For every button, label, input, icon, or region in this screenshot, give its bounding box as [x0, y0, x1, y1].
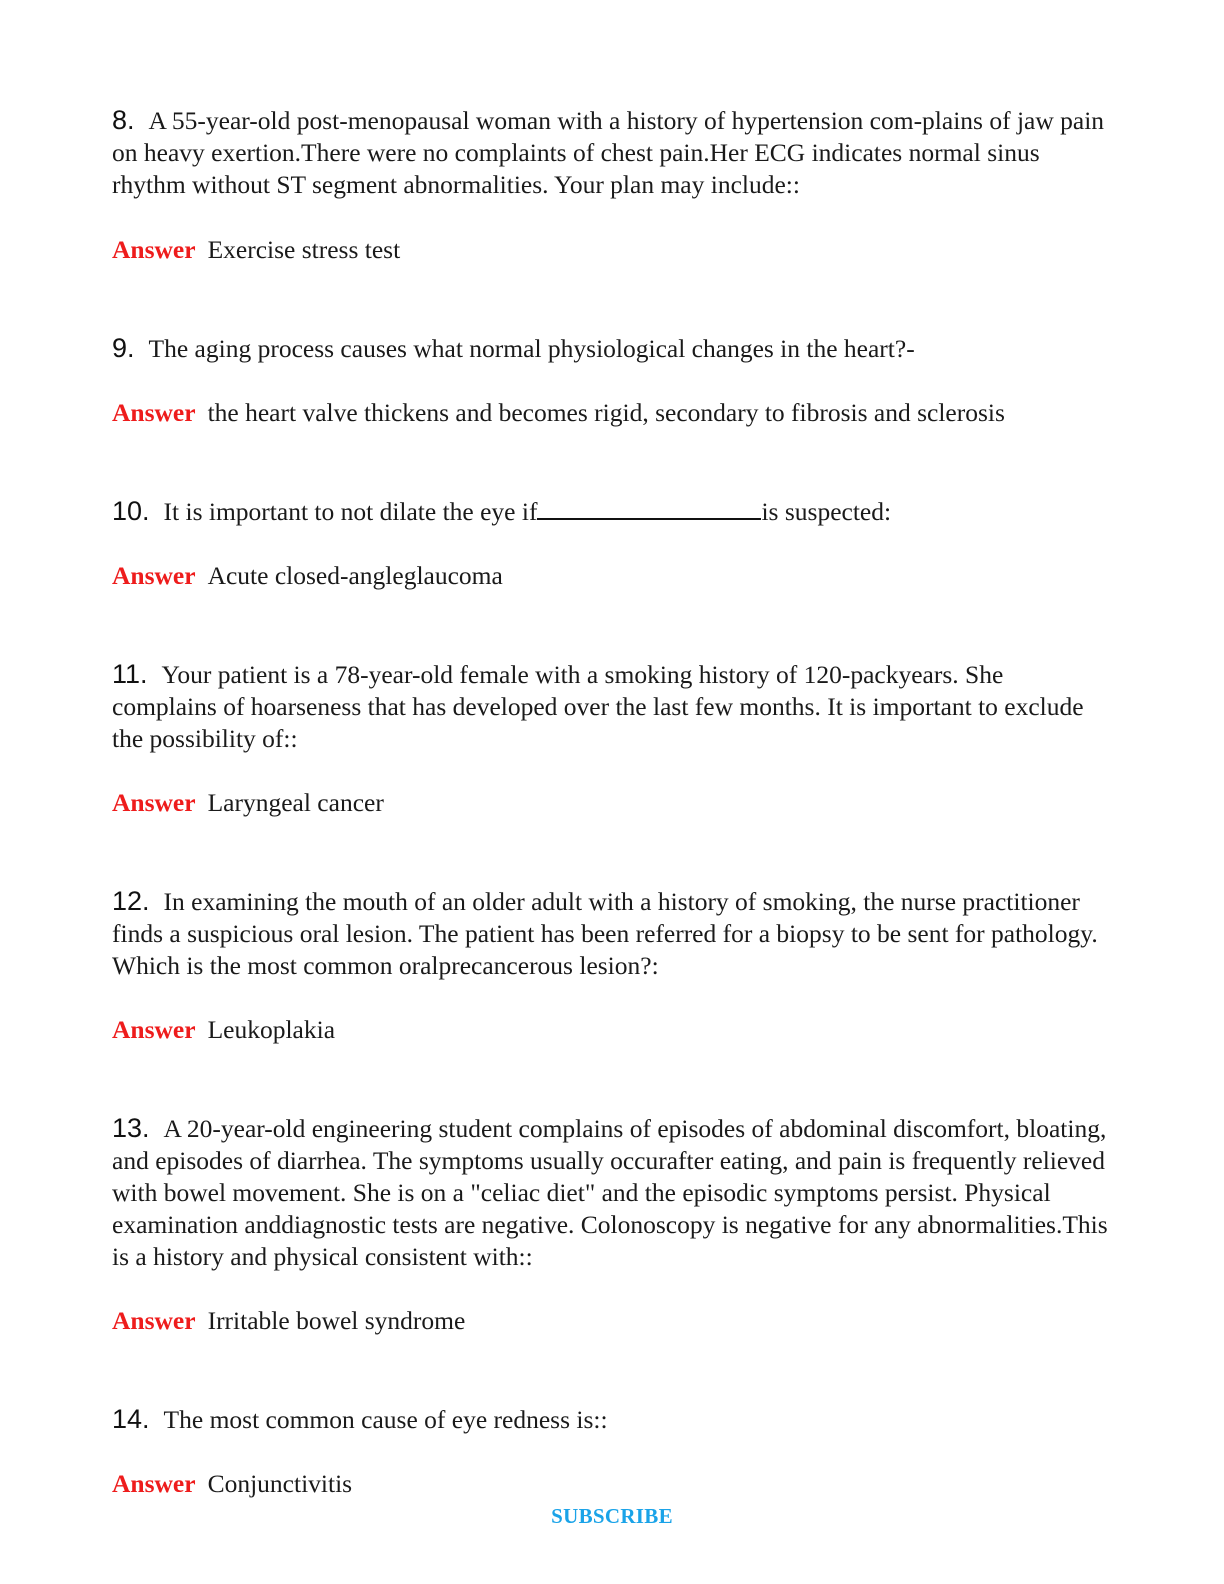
- question-body: The aging process causes what normal physiological changes in the heart?-: [148, 334, 915, 363]
- answer-line: [112, 1468, 352, 1500]
- answer-label: Answer: [112, 398, 196, 427]
- answer-label: Answer: [112, 561, 196, 590]
- question-text: [112, 658, 1112, 755]
- question-text: [112, 332, 1112, 365]
- answer-label: Answer: [112, 1306, 196, 1335]
- question-text: [112, 885, 1112, 982]
- question-body: A 20-year-old engineering student complains of episodes of abdominal discomfort, bloating, and episodes of diarrhea. The symptoms usually occurafter eating, and pain is frequently relieved with bowel movement. She is on a "celiac diet" and the episodic symptoms persist. Physical examination anddiagnostic tests are negative. Colonoscopy is negative for any abnormalities.This is a history and physical consistent with::: [112, 1114, 1108, 1271]
- question-body: Your patient is a 78-year-old female with a smoking history of 120-packyears. She complains of hoarseness that has developed over the last few months. It is important to exclude the possibility of::: [112, 660, 1084, 753]
- question-body: A 55-year-old post-menopausal woman with a history of hypertension com-plains of jaw pain on heavy exertion.There were no complaints of chest pain.Her ECG indicates normal sinus rhythm without ST segment abnormalities. Your plan may include::: [112, 106, 1105, 199]
- question-text: [112, 1112, 1112, 1273]
- question-body-after-blank: is suspected:: [761, 497, 892, 526]
- answer-label: Answer: [112, 1015, 196, 1044]
- question-number: 13.: [112, 1113, 150, 1143]
- question-number: 11.: [112, 659, 148, 689]
- answer-line: [112, 397, 1005, 429]
- question-number: 10.: [112, 496, 150, 526]
- subscribe-link[interactable]: SUBSCRIBE: [551, 1504, 673, 1528]
- answer-line: [112, 1014, 335, 1046]
- question-text: [112, 1403, 1112, 1436]
- fill-in-blank: [537, 496, 761, 520]
- question-block-14: [112, 1403, 1112, 1498]
- answer-text: Acute closed-angleglaucoma: [207, 561, 503, 590]
- answer-line: [112, 234, 400, 266]
- answer-label: Answer: [112, 235, 196, 264]
- question-block-11: [112, 658, 1112, 817]
- question-number: 12.: [112, 886, 150, 916]
- answer-text: Leukoplakia: [207, 1015, 336, 1044]
- answer-text: Irritable bowel syndrome: [207, 1306, 466, 1335]
- question-text: [112, 104, 1112, 201]
- answer-line: [112, 560, 503, 592]
- question-text: [112, 495, 1112, 528]
- answer-label: Answer: [112, 1469, 196, 1498]
- question-block-9: [112, 332, 1112, 427]
- question-block-13: [112, 1112, 1112, 1335]
- answer-text: the heart valve thickens and becomes rigid, secondary to fibrosis and sclerosis: [207, 398, 1005, 427]
- answer-label: Answer: [112, 788, 196, 817]
- question-block-10: [112, 495, 1112, 590]
- question-block-12: [112, 885, 1112, 1044]
- question-number: 14.: [112, 1404, 150, 1434]
- answer-text: Conjunctivitis: [207, 1469, 353, 1498]
- question-body: The most common cause of eye redness is::: [163, 1405, 608, 1434]
- question-block-8: [112, 104, 1112, 264]
- question-number: 9.: [112, 333, 135, 363]
- question-body-before-blank: It is important to not dilate the eye if: [163, 497, 538, 526]
- answer-line: [112, 787, 384, 819]
- question-number: 8.: [112, 105, 135, 135]
- question-body: In examining the mouth of an older adult with a history of smoking, the nurse practitioner finds a suspicious oral lesion. The patient has been referred for a biopsy to be sent for pathology. Which is the most common oralprecancerous lesion?:: [112, 887, 1098, 980]
- answer-line: [112, 1305, 465, 1337]
- answer-text: Laryngeal cancer: [207, 788, 384, 817]
- answer-text: Exercise stress test: [207, 235, 401, 264]
